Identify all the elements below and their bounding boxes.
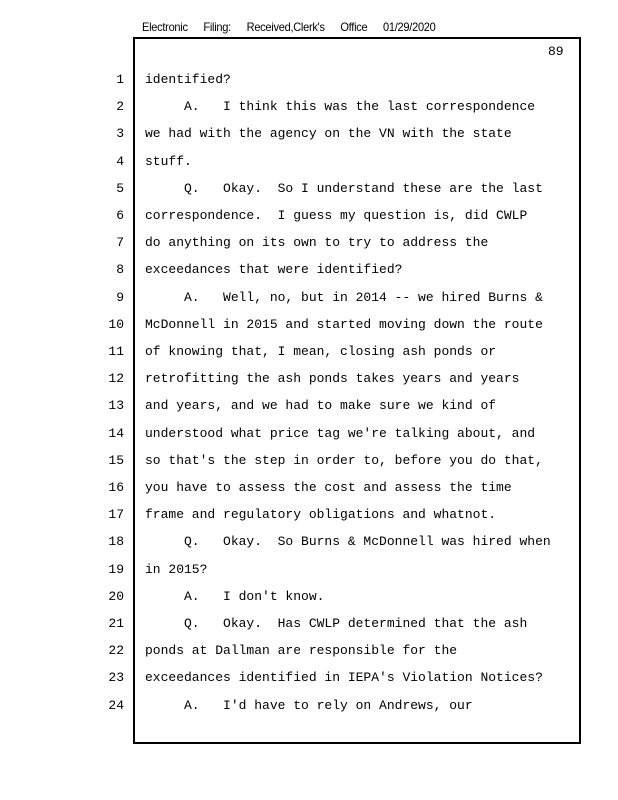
transcript-line-text: understood what price tag we're talking about, and	[145, 425, 536, 441]
transcript-line-text: Q. Okay. Has CWLP determined that the ash	[145, 616, 528, 631]
transcript-line-text: exceedances that were identified?	[145, 262, 403, 278]
line-number: 11	[108, 344, 124, 359]
line-number: 4	[116, 153, 124, 169]
line-number: 6	[116, 208, 124, 223]
line-number: 12	[108, 371, 124, 387]
line-number: 1	[116, 72, 124, 87]
line-number: 14	[108, 425, 124, 441]
filing-stamp-word-3: Received,Clerk's	[246, 20, 325, 34]
transcript-line-text: in 2015?	[145, 561, 208, 577]
transcript-line-text: A. I'd have to rely on Andrews, our	[145, 697, 473, 713]
transcript-line-text: A. I don't know.	[145, 588, 325, 604]
line-number: 10	[108, 316, 124, 332]
filing-stamp-word-1: Electronic	[142, 20, 188, 34]
transcript-line-text: exceedances identified in IEPA's Violation Notices?	[145, 670, 543, 686]
transcript-line-text: Q. Okay. So I understand these are the last	[145, 180, 543, 196]
transcript-line-text: Q. Okay. So Burns & McDonnell was hired when	[145, 534, 551, 550]
line-number: 24	[108, 697, 124, 713]
line-number: 9	[116, 289, 124, 305]
transcript-line-text: we had with the agency on the VN with the state	[145, 126, 512, 142]
line-number: 7	[116, 235, 124, 251]
line-number: 21	[108, 616, 124, 631]
line-number: 19	[108, 561, 124, 577]
transcript-line-text: stuff.	[145, 153, 192, 169]
line-number: 15	[108, 452, 124, 468]
line-number: 17	[108, 507, 124, 523]
line-number: 23	[108, 670, 124, 686]
transcript-line-text: of knowing that, I mean, closing ash ponds or	[145, 344, 497, 359]
line-number: 20	[108, 588, 124, 604]
transcript-line-text: retrofitting the ash ponds takes years and years	[145, 371, 520, 387]
line-number: 2	[116, 99, 124, 115]
transcript-line-text: identified?	[145, 72, 231, 87]
transcript-line-text: frame and regulatory obligations and whatnot.	[145, 507, 497, 523]
filing-stamp-header	[142, 20, 436, 34]
line-number: 18	[108, 534, 124, 550]
line-number: 22	[108, 643, 124, 659]
transcript-line-text: ponds at Dallman are responsible for the	[145, 643, 458, 659]
line-number: 3	[116, 126, 124, 142]
filing-stamp-word-4: Office	[340, 20, 368, 34]
transcript-line-text: McDonnell in 2015 and started moving down the route	[145, 316, 543, 332]
filing-stamp-word-2: Filing:	[203, 20, 231, 34]
line-number: 16	[108, 480, 124, 495]
line-number: 8	[116, 262, 124, 278]
transcript-line-text: do anything on its own to try to address the	[145, 235, 489, 251]
transcript-line-text: so that's the step in order to, before you do that,	[145, 452, 543, 468]
transcript-line-text: A. Well, no, but in 2014 -- we hired Burns &	[145, 289, 543, 305]
filing-stamp-date: 01/29/2020	[383, 20, 436, 34]
transcript-line-text: you have to assess the cost and assess the time	[145, 480, 512, 495]
line-number: 13	[108, 398, 124, 414]
transcript-line-text: A. I think this was the last correspondence	[145, 99, 536, 115]
line-number: 5	[116, 180, 124, 196]
page-number: 89	[548, 44, 564, 59]
transcript-line-text: and years, and we had to make sure we kind of	[145, 398, 497, 414]
transcript-page-border	[133, 37, 581, 744]
transcript-line-text: correspondence. I guess my question is, did CWLP	[145, 208, 528, 223]
